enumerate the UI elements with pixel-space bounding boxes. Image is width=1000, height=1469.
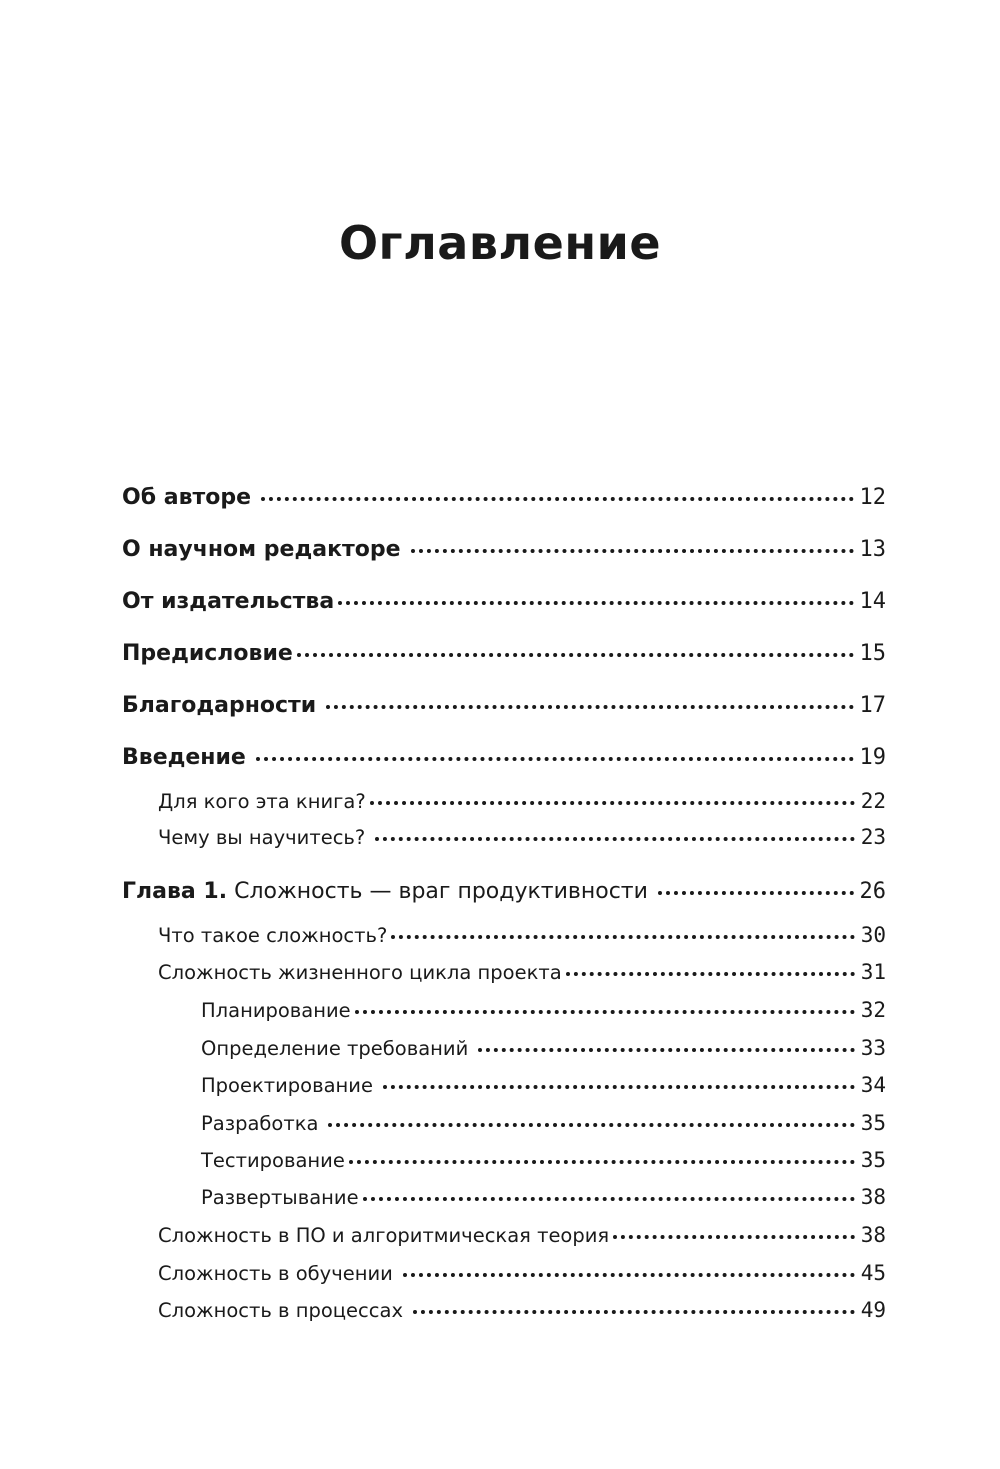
toc-entry-project-lifecycle-complexity[interactable] [158, 960, 886, 984]
toc-entry-label: От издательства [122, 589, 335, 614]
toc-entry-label: Для кого эта книга? [158, 790, 366, 813]
toc-entry-process-complexity[interactable] [158, 1298, 886, 1322]
toc-entry-learning-complexity[interactable] [158, 1261, 886, 1285]
toc-entry-label: Разработка [201, 1112, 319, 1135]
toc-entry-what-is-complexity[interactable] [158, 923, 886, 947]
toc-page-number: 15 [859, 641, 886, 666]
dot-leader [391, 935, 854, 939]
toc-entry-label: Планирование [201, 999, 351, 1022]
toc-entry-label: Сложность жизненного цикла проекта [158, 961, 562, 984]
toc-entry-what-you-will-learn[interactable] [158, 825, 886, 849]
dot-leader [349, 1160, 855, 1164]
dot-leader [613, 1235, 855, 1239]
toc-entry-publisher[interactable] [122, 589, 886, 614]
toc-page-number: 23 [860, 825, 886, 849]
dot-leader [413, 1310, 855, 1314]
dot-leader [370, 801, 855, 805]
toc-page-number: 30 [860, 923, 886, 947]
toc-entry-label: Чему вы научитесь? [158, 826, 366, 849]
toc-page-number: 38 [860, 1223, 886, 1247]
toc-entry-acknowledgements[interactable] [122, 693, 886, 718]
toc-page-number: 31 [860, 960, 886, 984]
toc-entry-software-algorithmic-theory[interactable] [158, 1223, 886, 1247]
toc-page-number: 33 [860, 1036, 886, 1060]
toc-page-number: 49 [860, 1298, 886, 1322]
dot-leader [261, 497, 853, 501]
dot-leader [566, 972, 855, 976]
dot-leader [411, 549, 854, 553]
toc-page-number: 35 [860, 1148, 886, 1172]
toc-entry-testing[interactable] [201, 1148, 886, 1172]
dot-leader [328, 1123, 854, 1127]
toc-entry-label: Развертывание [201, 1186, 359, 1209]
toc-page-number: 34 [860, 1073, 886, 1097]
toc-entry-label: Об авторе [122, 485, 252, 510]
dot-leader [383, 1085, 855, 1089]
toc-entry-label: Сложность в процессах [158, 1299, 403, 1322]
dot-leader [478, 1048, 854, 1052]
toc-page-number: 22 [860, 789, 886, 813]
toc-page-number: 19 [859, 745, 886, 770]
toc-page-number: 12 [859, 485, 886, 510]
dot-leader [338, 601, 853, 605]
toc-page-number: 14 [859, 589, 886, 614]
toc-entry-label: Сложность в обучении [158, 1262, 393, 1285]
toc-entry-label: Определение требований [201, 1037, 469, 1060]
toc-entry-about-author[interactable] [122, 485, 886, 510]
toc-entry-deployment[interactable] [201, 1185, 886, 1209]
toc-entry-development[interactable] [201, 1111, 886, 1135]
toc-entry-who-is-this-book-for[interactable] [158, 789, 886, 813]
toc-entry-label: Что такое сложность? [158, 924, 388, 947]
toc-entry-planning[interactable] [201, 998, 886, 1022]
toc-entry-requirements[interactable] [201, 1036, 886, 1060]
toc-page-number: 32 [860, 998, 886, 1022]
dot-leader [326, 705, 853, 709]
dot-leader [256, 757, 854, 761]
dot-leader [375, 837, 854, 841]
toc-entry-chapter-1[interactable] [122, 879, 886, 904]
dot-leader [297, 653, 854, 657]
chapter-number: Глава 1. [122, 879, 228, 904]
toc-page-number: 38 [860, 1185, 886, 1209]
toc-page-number: 45 [860, 1261, 886, 1285]
toc-entry-introduction[interactable] [122, 745, 886, 770]
toc-entry-label: Сложность в ПО и алгоритмическая теория [158, 1224, 610, 1247]
toc-entry-label: О научном редакторе [122, 537, 401, 562]
toc-entry-label: Проектирование [201, 1074, 373, 1097]
toc-entry-label: Благодарности [122, 693, 317, 718]
toc-page-number: 26 [859, 879, 886, 904]
toc-page-number: 35 [860, 1111, 886, 1135]
toc-entry-label: Тестирование [201, 1149, 345, 1172]
toc-entry-design[interactable] [201, 1073, 886, 1097]
toc-entry-preface[interactable] [122, 641, 886, 666]
page-title: Оглавление [338, 215, 662, 270]
toc-entry-label: Введение [122, 745, 246, 770]
toc-entry-scientific-editor[interactable] [122, 537, 886, 562]
toc-entry-label: Сложность — враг продуктивности [234, 879, 648, 904]
toc-entry-label: Предисловие [122, 641, 293, 666]
dot-leader [363, 1197, 855, 1201]
dot-leader [658, 891, 854, 895]
dot-leader [355, 1010, 855, 1014]
dot-leader [403, 1273, 855, 1277]
toc-page-number: 13 [859, 537, 886, 562]
toc-page-number: 17 [859, 693, 886, 718]
